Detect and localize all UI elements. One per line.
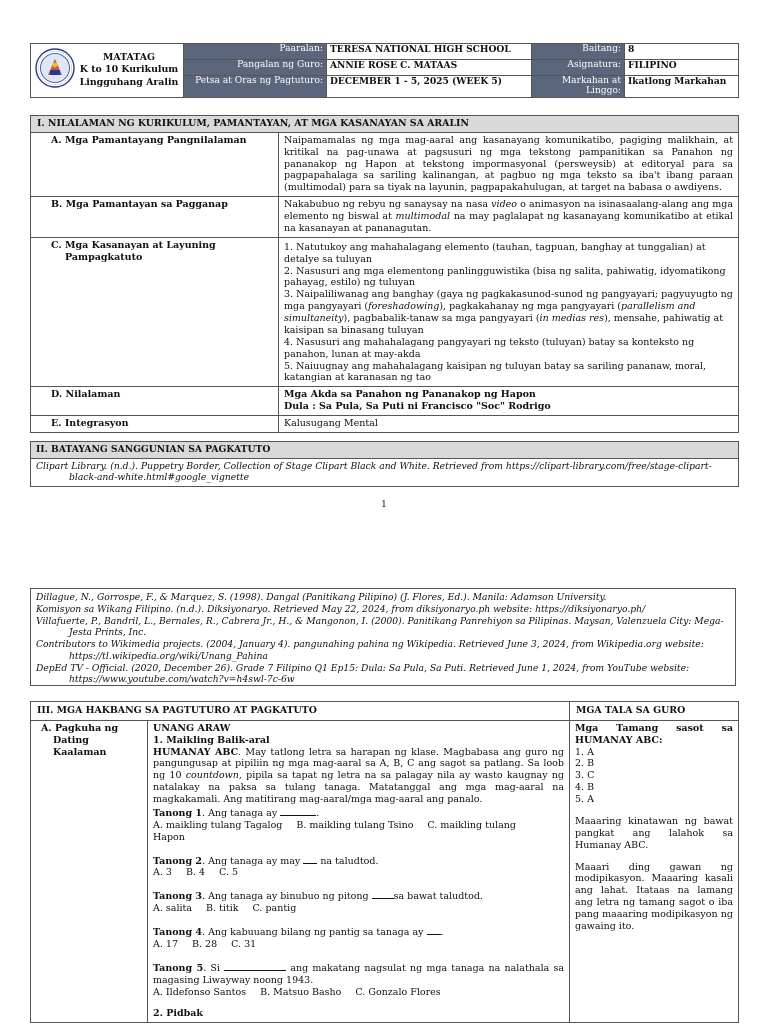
question-2: Tanong 2. Ang tanaga ay may na taludtod. xyxy=(153,855,379,867)
answer-item: 3. C xyxy=(575,770,595,782)
question-3-options: A. salita B. titik C. pantig xyxy=(153,903,297,915)
day-title: UNANG ARAW xyxy=(153,722,231,734)
notes-paragraph-1: Maaaring kinatawan ng bawat pangkat ang lalahok sa Humanay ABC. xyxy=(575,815,733,851)
answer-item: 2. B xyxy=(575,758,595,770)
question-2-options: A. 3 B. 4 C. 5 xyxy=(153,867,239,879)
question-4-options: A. 17 B. 28 C. 31 xyxy=(153,938,257,950)
competency-4: 4. Nasusuri ang mahahalagang pangyayari ng teksto (tuluyan) batay sa konteksto ng panahon, lunan at may-akda xyxy=(284,336,695,360)
performance-standard-text: Nakabubuo ng rebyu ng sanaysay na nasa video o animasyon na isinasaalang-alang ang mga elemento ng biswal at multimodal na may paglalapat ng kasanayang komunikatibo at etikal na kasanayan at pananagutan. xyxy=(279,197,739,238)
deped-seal-icon xyxy=(35,48,75,88)
grade-label: Baitang: xyxy=(532,44,625,60)
competencies-label: C. Mga Kasanayan at Layuning Pampagkatuto xyxy=(31,237,279,387)
references-cell xyxy=(31,458,739,487)
brand-line-1: MATATAG xyxy=(102,52,156,64)
reference-item: Villafuerte, P., Bandril, L., Bernales, R., Cabrera Jr., H., & Mangonon, I. (2000). Panitikang Panrehiyon sa Pilipinas. Maysan, Valenzuela City: Mega-Jesta Prints, Inc. xyxy=(36,615,724,639)
question-3: Tanong 3. Ang tanaga ay binubuo ng pitong sa bawat taludtod. xyxy=(153,891,483,903)
content-standard-text: Naipamamalas ng mga mag-aaral ang kasanayang komunikatibo, pagiging malikhain, at kritikal na pag-unawa at pagsusuri ng mga tekstong pampanitikan sa Panahon ng pananakop ng Hapon at tekstong impormasyonal (persweysib) at editoryal para sa pagpapahalaga sa sariling kalinangan, at pagbuo ng mga teksto sa iba't ibang paraan (multimodal) para sa tiyak na layunin, pagpapakahulugan, at target na babasa o awdiyens. xyxy=(279,132,739,196)
performance-standard-label: B. Mga Pamantayan sa Pagganap xyxy=(31,197,279,238)
question-5: Tanong 5. Si ang makatang nagsulat ng mga tanaga na nalathala sa magasing Liwayway noong 1943. xyxy=(153,962,565,986)
activity-instructions: HUMANAY ABC. May tatlong letra sa harapan ng klase. Magbabasa ang guro ng pangungusap at pipiliin ng mga mag-aaral sa A, B, C ang sagot sa patlang. Sa loob ng 10 countdown, pipila sa tapat ng letra na sa palagay nila ay wasto kaugnay ng natalakay na paksa sa tulang tanaga. Matatanggal ang mga mag-aaral na magkakamali. Ang matitirang mag-aaral/mga mag-aaral ang panalo. xyxy=(153,746,564,805)
answer-item: 5. A xyxy=(575,794,594,805)
competency-5: 5. Naiuugnay ang mahahalagang kaisipan ng tuluyan batay sa sariling pananaw, moral, katangian at karanasan ng tao xyxy=(284,360,707,384)
section-3-title: III. MGA HAKBANG SA PAGTUTURO AT PAGKATUTO xyxy=(31,702,570,721)
question-5-options: A. Ildefonso Santos B. Matsuo Basho C. Gonzalo Flores xyxy=(153,986,441,998)
brand-line-3: Lingguhang Aralin xyxy=(79,76,179,88)
reference-item: Dillague, N., Gorrospe, F., & Marquez, S. (1998). Dangal (Panitikang Pilipino) (J. Flores, Ed.). Manila: Adamson University. xyxy=(36,592,607,603)
content-label: D. Nilalaman xyxy=(31,387,279,416)
references-continued xyxy=(30,588,736,686)
teacher-notes xyxy=(570,720,739,1023)
feedback-title: 2. Pidbak xyxy=(153,1008,204,1020)
teacher-notes-title: MGA TALA SA GURO xyxy=(570,702,739,721)
competency-1: 1. Natutukoy ang mahahalagang elemento (tauhan, tagpuan, banghay at tunggalian) at detalye sa tuluyan xyxy=(284,241,706,265)
question-1: Tanong 1. Ang tanaga ay . xyxy=(153,807,320,819)
answer-item: 1. A xyxy=(575,746,594,758)
reference-item: Clipart Library. (n.d.). Puppetry Border, Collection of Stage Clipart Black and White. Retrieved from https://clipart-library.com/free/stage-clipart-black-and-white.html#google_vignette xyxy=(36,460,712,484)
reference-item: DepEd TV - Official. (2020, December 26). Grade 7 Filipino Q1 Ep15: Dula: Sa Pula, Sa Puti. Retrieved June 1, 2024, from YouTube website: https://www.youtube.com/watch?v=h4swl-7c-6w xyxy=(36,662,690,686)
prior-knowledge-label: A. Pagkuha ng Dating Kaalaman xyxy=(31,720,148,1023)
integration-text: Kalusugang Mental xyxy=(279,416,739,433)
content-text: Mga Akda sa Panahon ng Pananakop ng Hapon Dula : Sa Pula, Sa Puti ni Francisco "Soc" Rodrigo xyxy=(279,387,739,416)
integration-label: E. Integrasyon xyxy=(31,416,279,433)
section-2-table xyxy=(30,441,739,487)
brand-line-2: K to 10 Kurikulum xyxy=(79,64,179,76)
competency-3: 3. Naipaliliwanag ang banghay (gaya ng pagkakasunod-sunod ng pangyayari; pagyuyugto ng mga pangyayari (foreshadowing), pagkakahanay ng mga pangyayari (parallelism and simultaneity), pagbabalik-tanaw sa mga pangyayari (in medias res), mensahe, pahiwatig at kaisipan sa binasang tuluyan xyxy=(284,289,733,336)
question-1-options: A. maikling tulang Tagalog B. maikling tulang Tsino C. maikling tulang Hapon xyxy=(153,819,516,843)
subject-label: Asignatura: xyxy=(532,60,625,76)
subject-value: FILIPINO xyxy=(625,60,739,76)
section-2-title: II. BATAYANG SANGGUNIAN SA PAGKATUTO xyxy=(31,442,739,459)
quarter-value: Ikatlong Markahan xyxy=(625,76,739,98)
competencies-list xyxy=(279,237,739,387)
grade-value: 8 xyxy=(625,44,739,60)
teacher-value: ANNIE ROSE C. MATAAS xyxy=(327,60,532,76)
date-value: DECEMBER 1 - 5, 2025 (WEEK 5) xyxy=(327,76,532,98)
quarter-label-line-1: Markahan at xyxy=(561,76,621,86)
notes-paragraph-2: Maaari ding gawan ng modipikasyon. Maaaring kasali ang lahat. Itataas na lamang ang letra ng tamang sagot o iba pang maaaring modipikasyon ng gawaing ito. xyxy=(575,861,733,932)
answer-item: 4. B xyxy=(575,782,595,794)
page-number: 1 xyxy=(381,500,387,510)
reference-item: Komisyon sa Wikang Filipino. (n.d.). Diksiyonaryo. Retrieved May 22, 2024, from diksiyonaryo.ph website: https://diksiyonaryo.ph/ xyxy=(36,603,646,615)
answers-heading: Mga Tamang sasot sa HUMANAY ABC: xyxy=(575,722,733,746)
teacher-label: Pangalan ng Guro: xyxy=(184,60,327,76)
question-4: Tanong 4. Ang kabuuang bilang ng pantig sa tanaga ay . xyxy=(153,927,444,938)
reference-item: Contributors to Wikimedia projects. (2004, January 4). pangunahing pahina ng Wikipedia. Retrieved June 3, 2024, from Wikipedia.org website: https://tl.wikipedia.org/wiki/Unang_Pahina xyxy=(36,639,704,662)
school-label: Paaralan: xyxy=(184,44,327,60)
lesson-body xyxy=(148,720,570,1023)
section-3-table xyxy=(30,701,739,1023)
section-1-table xyxy=(30,115,739,433)
brand-cell xyxy=(31,44,184,98)
header-table xyxy=(30,43,739,98)
quarter-label-line-2: Linggo: xyxy=(586,86,621,97)
content-standard-label: A. Mga Pamantayang Pangnilalaman xyxy=(31,132,279,196)
school-value: TERESA NATIONAL HIGH SCHOOL xyxy=(327,44,532,60)
date-label: Petsa at Oras ng Pagtuturo: xyxy=(184,76,327,98)
section-1-title: I. NILALAMAN NG KURIKULUM, PAMANTAYAN, AT MGA KASANAYAN SA ARALIN xyxy=(31,116,739,133)
quarter-label xyxy=(532,76,625,98)
competency-2: 2. Nasusuri ang mga elementong panlingguwistika (bisa ng salita, pahiwatig, idyomatikong pahayag, estilo) ng tuluyan xyxy=(284,265,726,289)
review-title: 1. Maikling Balik-aral xyxy=(153,734,270,746)
